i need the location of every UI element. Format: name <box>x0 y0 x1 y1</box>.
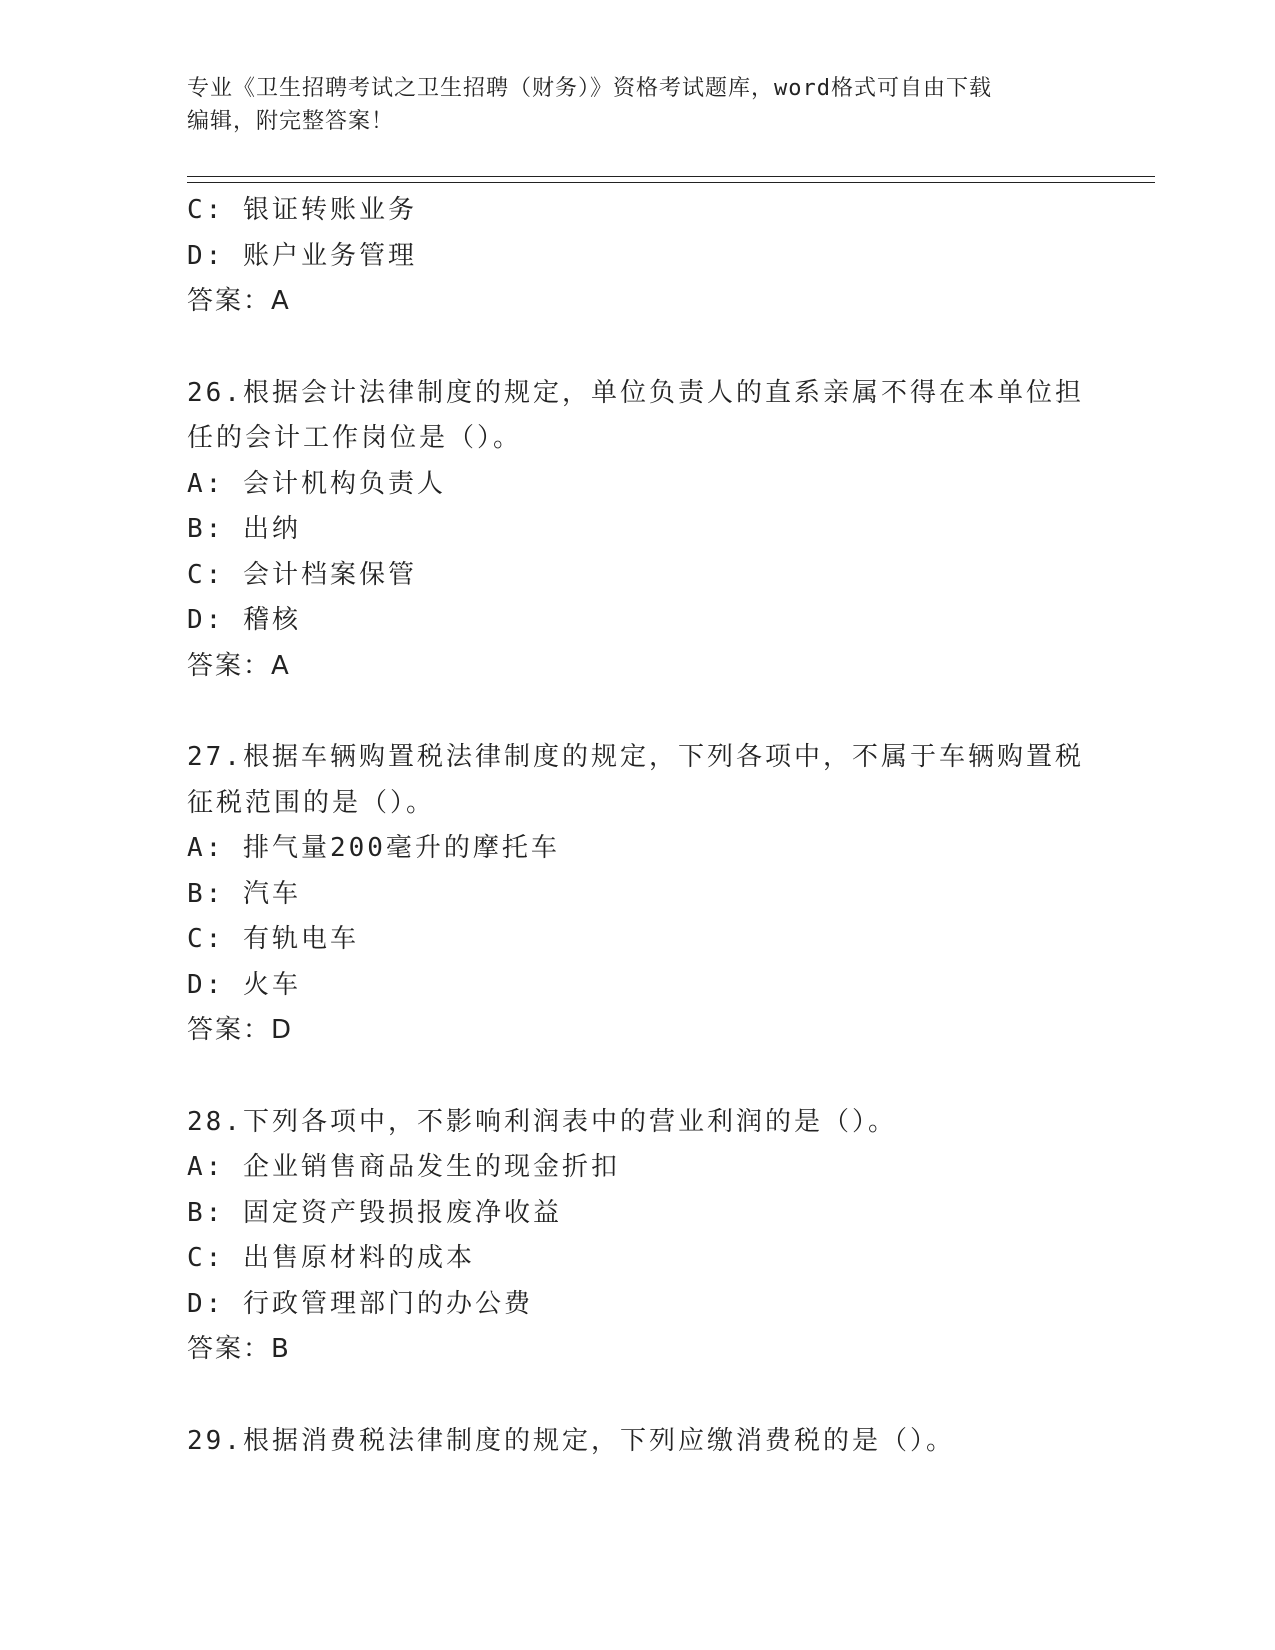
document-header <box>187 72 1067 138</box>
option-d: D: 账户业务管理 <box>187 240 417 271</box>
option-c: C: 会计档案保管 <box>187 559 417 590</box>
option-b: B: 固定资产毁损报废净收益 <box>187 1197 562 1228</box>
question-stem: 27.根据车辆购置税法律制度的规定，下列各项中，不属于车辆购置税 <box>187 742 1084 772</box>
option-a: A: 企业销售商品发生的现金折扣 <box>187 1152 620 1182</box>
header-divider-thin <box>187 182 1155 183</box>
option-a: A: 排气量200毫升的摩托车 <box>187 833 560 863</box>
option-c: C: 有轨电车 <box>187 924 359 954</box>
answer: 答案：B <box>187 1334 291 1364</box>
header-divider <box>187 176 1155 177</box>
option-c: C: 出售原材料的成本 <box>187 1243 475 1273</box>
question-28 <box>187 1100 1087 1373</box>
option-d: D: 火车 <box>187 969 301 1000</box>
question-stem-cont: 任的会计工作岗位是（）。 <box>187 423 523 453</box>
answer: 答案：D <box>187 1015 294 1045</box>
question-27 <box>187 735 1087 1054</box>
header-line-1: 专业《卫生招聘考试之卫生招聘（财务）》资格考试题库，word格式可自由下载 <box>187 76 992 101</box>
header-line-2: 编辑，附完整答案！ <box>187 109 395 134</box>
answer: 答案：A <box>187 650 291 681</box>
option-d: D: 稽核 <box>187 605 301 635</box>
answer: 答案：A <box>187 286 291 316</box>
question-list <box>187 188 1087 1464</box>
option-b: B: 出纳 <box>187 514 301 544</box>
option-a: A: 会计机构负责人 <box>187 468 446 499</box>
question-29 <box>187 1419 1087 1465</box>
question-26 <box>187 371 1087 690</box>
question-stem: 29.根据消费税法律制度的规定，下列应缴消费税的是（）。 <box>187 1425 955 1456</box>
option-b: B: 汽车 <box>187 878 301 909</box>
question-stem: 26.根据会计法律制度的规定，单位负责人的直系亲属不得在本单位担 <box>187 377 1084 408</box>
option-c: C: 银证转账业务 <box>187 195 417 225</box>
question-stem-cont: 征税范围的是（）。 <box>187 787 436 818</box>
question-stem: 28.下列各项中，不影响利润表中的营业利润的是（）。 <box>187 1106 897 1137</box>
option-d: D: 行政管理部门的办公费 <box>187 1288 533 1319</box>
question-25-tail <box>187 188 1087 325</box>
